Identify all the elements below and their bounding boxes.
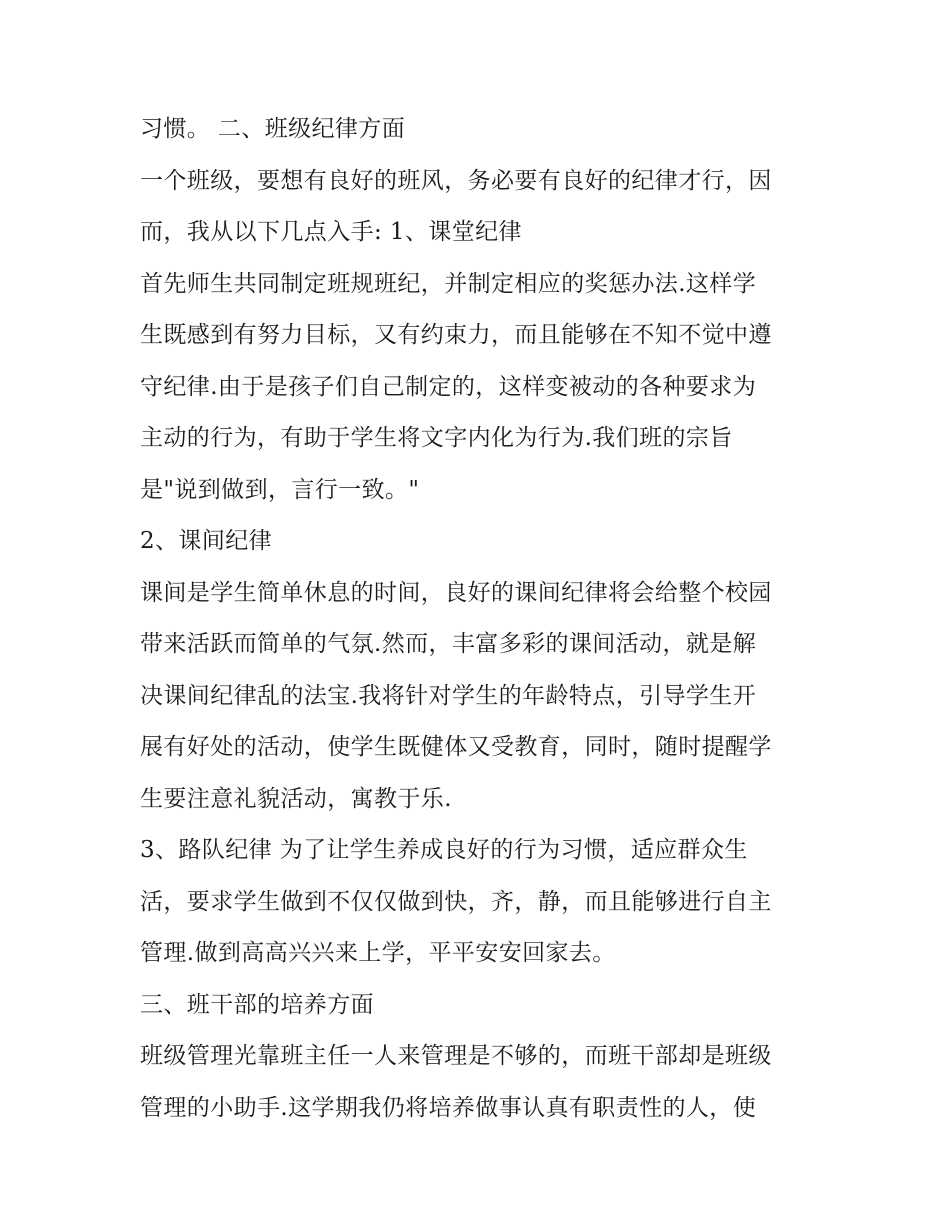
text-line: 生要注意礼貌活动，寓教于乐.: [140, 785, 452, 812]
text-line: 展有好处的活动，使学生既健体又受教育，同时，随时提醒学: [140, 734, 772, 760]
text-line: 课间是学生简单休息的时间，良好的课间纪律将会给整个校园: [140, 579, 772, 606]
text-line: 三、班干部的培养方面: [140, 991, 374, 1018]
text-line: 3、路队纪律 为了让学生养成良好的行为习惯，适应群众生: [140, 837, 748, 863]
text-line: 活，要求学生做到不仅仅做到快，齐，静，而且能够进行自主: [140, 888, 772, 915]
text-line: 生既感到有努力目标，又有约束力，而且能够在不知不觉中遵: [140, 322, 772, 348]
text-line: 首先师生共同制定班规班纪，并制定相应的奖惩办法.这样学: [140, 270, 757, 297]
text-line: 一个班级，要想有良好的班风，务必要有良好的纪律才行，因: [140, 167, 772, 194]
text-line: 管理的小助手.这学期我仍将培养做事认真有职责性的人，使: [140, 1094, 757, 1121]
text-line: 2、课间纪律: [140, 528, 273, 554]
text-line: 是"说到做到，言行一致。": [140, 476, 420, 503]
text-line: 习惯。 二、班级纪律方面: [140, 116, 406, 142]
text-line: 决课间纪律乱的法宝.我将针对学生的年龄特点，引导学生开: [140, 682, 757, 709]
text-line: 班级管理光靠班主任一人来管理是不够的，而班干部却是班级: [140, 1043, 772, 1069]
text-line: 管理.做到高高兴兴来上学，平平安安回家去。: [140, 940, 616, 966]
text-line: 主动的行为，有助于学生将文字内化为行为.我们班的宗旨: [140, 425, 733, 451]
text-line: 守纪律.由于是孩子们自己制定的，这样变被动的各种要求为: [140, 373, 757, 400]
text-line: 而，我从以下几点入手: 1、课堂纪律: [140, 219, 522, 245]
document-page: [140, 104, 820, 1134]
text-line: 带来活跃而简单的气氛.然而，丰富多彩的课间活动，就是解: [140, 631, 757, 657]
